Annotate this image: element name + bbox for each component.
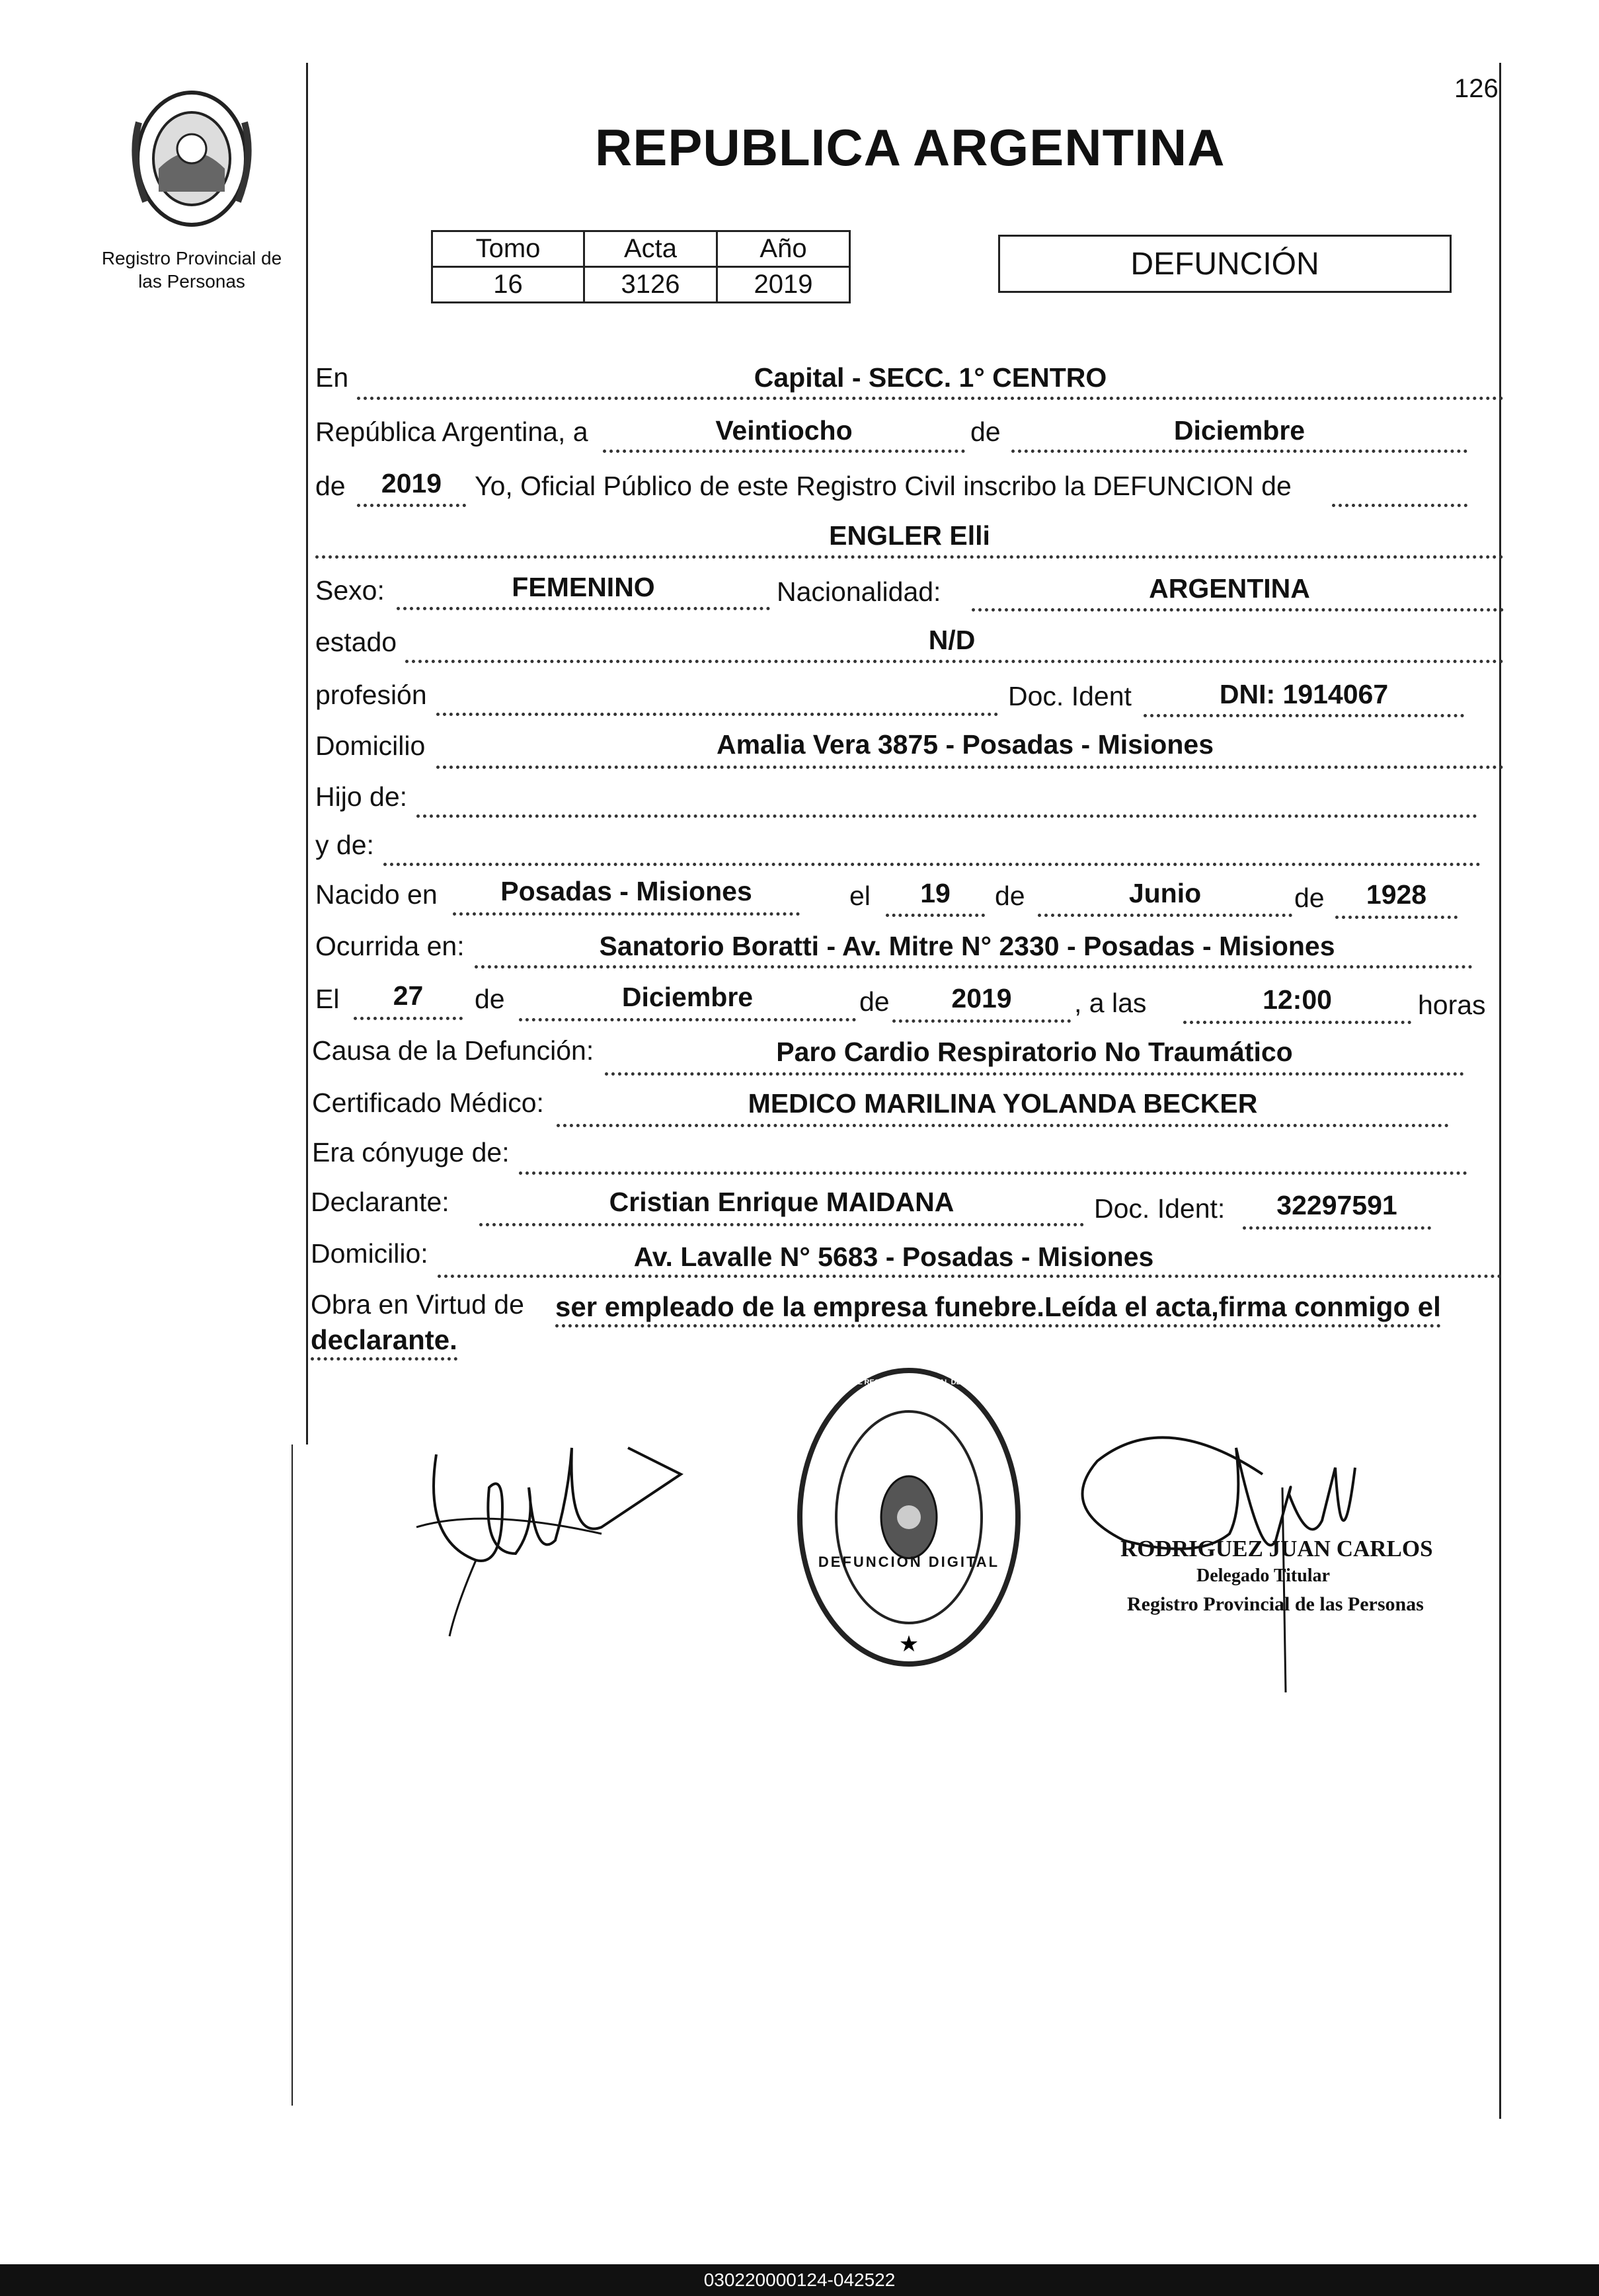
doc-ident-dotted-line — [1144, 714, 1464, 717]
en-value: Capital - SECC. 1° CENTRO — [754, 362, 1107, 393]
birth-year-dotted-line — [1335, 916, 1458, 919]
death-el-label: El — [315, 984, 340, 1014]
yde-label: y de: — [315, 830, 374, 860]
de-label: de — [970, 416, 1001, 447]
registry-name-line1: Registro Provincial de — [101, 248, 282, 268]
nacido-value: Posadas - Misiones — [500, 876, 752, 906]
en-label: En — [315, 362, 349, 393]
hijo-dotted-line — [416, 814, 1477, 818]
year-value: 2019 — [381, 468, 442, 498]
nacionalidad-dotted-line — [972, 608, 1504, 612]
estado-label: estado — [315, 627, 397, 657]
a-las-label: , a las — [1074, 988, 1147, 1018]
domicilio2-label: Domicilio: — [311, 1238, 428, 1269]
table-value-tomo: 16 — [432, 267, 584, 303]
certificado-label: Certificado Médico: — [312, 1088, 544, 1118]
doc-ident-label: Doc. Ident — [1008, 681, 1132, 711]
official-seal — [790, 1362, 1028, 1673]
inscribo-dotted-line — [1332, 504, 1467, 507]
record-type-box — [998, 235, 1452, 293]
official-stamp-name: RODRIGUEZ JUAN CARLOS — [1120, 1536, 1433, 1562]
profesion-dotted-line — [436, 713, 998, 716]
record-type-label: DEFUNCIÓN — [1130, 246, 1319, 282]
ocurrida-label: Ocurrida en: — [315, 931, 465, 961]
birth-day-value: 19 — [920, 878, 951, 908]
table-value-acta: 3126 — [584, 267, 717, 303]
domicilio-dotted-line — [436, 766, 1504, 769]
nacionalidad-value: ARGENTINA — [1149, 573, 1310, 604]
table-header-ano: Año — [717, 231, 850, 267]
deceased-name: ENGLER Elli — [829, 520, 990, 551]
domicilio-value: Amalia Vera 3875 - Posadas - Misiones — [716, 729, 1214, 760]
declarante-doc-value: 32297591 — [1276, 1190, 1397, 1220]
republica-label: República Argentina, a — [315, 416, 588, 447]
declarante-doc-dotted-line — [1243, 1226, 1431, 1230]
death-year-value: 2019 — [951, 983, 1012, 1013]
sexo-label: Sexo: — [315, 575, 385, 606]
emblem-legend: PROVINCIA DE MISIONES — [135, 78, 249, 89]
causa-dotted-line — [605, 1072, 1464, 1076]
svg-text:★: ★ — [898, 1631, 919, 1657]
table-header-tomo: Tomo — [432, 231, 584, 267]
declarante-doc-label: Doc. Ident: — [1094, 1193, 1226, 1224]
declarante-dotted-line — [479, 1223, 1084, 1226]
birth-de-label: de — [995, 881, 1025, 911]
sexo-value: FEMENINO — [512, 572, 655, 602]
official-stamp-office: Registro Provincial de las Personas — [1127, 1593, 1424, 1615]
death-day-dotted-line — [354, 1017, 463, 1020]
causa-value: Paro Cardio Respiratorio No Traumático — [776, 1037, 1293, 1067]
death-day-value: 27 — [393, 980, 424, 1011]
certificado-dotted-line — [557, 1124, 1449, 1127]
death-year-dotted-line — [892, 1019, 1071, 1023]
day-words-value: Veintiocho — [715, 415, 853, 446]
table-header-acta: Acta — [584, 231, 717, 267]
month-dotted-line — [1011, 450, 1467, 453]
sexo-dotted-line — [397, 607, 770, 610]
registry-name-line2: las Personas — [138, 271, 245, 292]
death-de2-label: de — [859, 986, 890, 1017]
doc-ident-value: DNI: 1914067 — [1219, 679, 1389, 709]
nacido-label: Nacido en — [315, 879, 438, 910]
estado-dotted-line — [405, 660, 1504, 663]
domicilio2-dotted-line — [438, 1275, 1502, 1278]
ocurrida-dotted-line — [475, 965, 1473, 969]
death-time-dotted-line — [1183, 1021, 1411, 1024]
estado-value: N/D — [928, 625, 976, 655]
nacionalidad-label: Nacionalidad: — [777, 576, 941, 607]
conyuge-dotted-line — [519, 1171, 1467, 1175]
record-table — [431, 230, 851, 303]
province-emblem-icon — [126, 83, 258, 235]
table-value-ano: 2019 — [717, 267, 850, 303]
conyuge-label: Era cónyuge de: — [312, 1137, 510, 1168]
footer-code: 030220000124-042522 — [703, 2270, 896, 2290]
month-value: Diciembre — [1173, 415, 1306, 446]
seal-center-text: DEFUNCION DIGITAL — [818, 1554, 1000, 1570]
domicilio-label: Domicilio — [315, 731, 426, 761]
nacido-dotted-line-2 — [453, 912, 800, 916]
birth-month-dotted-line — [1038, 914, 1292, 917]
declarante-label: Declarante: — [311, 1187, 449, 1217]
birth-day-dotted-line — [886, 914, 985, 917]
day-dotted-line — [603, 450, 965, 453]
domicilio2-value: Av. Lavalle N° 5683 - Posadas - Misiones — [633, 1242, 1154, 1272]
birth-el-label: el — [849, 881, 871, 911]
en-dotted-line — [357, 397, 1504, 400]
name-dotted-line — [315, 555, 1504, 559]
de2-label: de — [315, 471, 346, 501]
obra-label: Obra en Virtud de — [311, 1289, 524, 1320]
declarant-signature — [403, 1408, 687, 1646]
death-de-label: de — [475, 984, 505, 1014]
seal-ring-text: DELEGACION DEL REGISTRO PROVINCIAL DE LAS PERSONAS — [797, 1378, 1021, 1386]
death-time-value: 12:00 — [1263, 984, 1332, 1015]
document-title: REPUBLICA ARGENTINA — [595, 118, 1226, 177]
horas-label: horas — [1418, 990, 1486, 1020]
inscribo-text: Yo, Oficial Público de este Registro Civil inscribo la DEFUNCION de — [475, 471, 1292, 501]
ocurrida-value: Sanatorio Boratti - Av. Mitre N° 2330 - Posadas - Misiones — [599, 931, 1335, 961]
footer-bar — [0, 2264, 1599, 2296]
page-number: 126 — [1454, 74, 1499, 103]
birth-month-value: Junio — [1128, 878, 1202, 908]
official-stamp-role: Delegado Titular — [1196, 1565, 1330, 1586]
left-margin-line-lower — [292, 1445, 293, 2106]
left-margin-line — [306, 63, 308, 1445]
causa-label: Causa de la Defunción: — [312, 1035, 594, 1066]
yde-dotted-line — [383, 863, 1481, 866]
obra-value-line2: declarante. — [311, 1324, 457, 1361]
certificado-value: MEDICO MARILINA YOLANDA BECKER — [748, 1088, 1258, 1119]
obra-value-line1: ser empleado de la empresa funebre.Leída el acta,firma conmigo el — [555, 1291, 1441, 1327]
birth-de2-label: de — [1294, 883, 1325, 913]
death-month-dotted-line — [519, 1018, 856, 1021]
death-month-value: Diciembre — [621, 982, 754, 1012]
profesion-label: profesión — [315, 680, 427, 710]
birth-year-value: 1928 — [1366, 879, 1427, 910]
declarante-value: Cristian Enrique MAIDANA — [609, 1187, 955, 1217]
hijo-label: Hijo de: — [315, 781, 408, 812]
year-dotted-line — [357, 504, 466, 507]
